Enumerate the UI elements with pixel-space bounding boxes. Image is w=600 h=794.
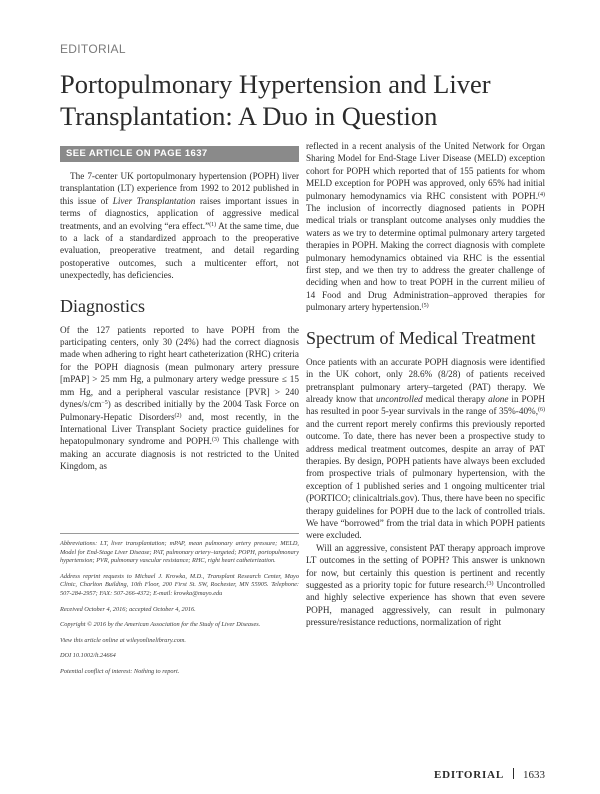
left-column [60, 170, 299, 473]
ref-3b[interactable]: (3) [486, 581, 494, 587]
continued-paragraph: reflected in a recent analysis of the United Network for Organ Sharing Model for End-Stage Liver Disease (MELD) exception cohort for POPH which reported that of 155 patients for whom MELD exception for POPH was approved, only 65% had initial pulmonary hemodynamics via RHC consistent with POPH.$^{(4)}$ The inclusion of incorrectly diagnosed patients in POPH medical trials or transplant outcome analyses only muddies the waters as we try to determine optimal pulmonary artery targeted therapies in POPH. Making the correct diagnosis with complete pulmonary hemodynamics obtained via RHC is the essential first step, and we then try to address the greater challenge of deciding when and how to treat POPH in the current milieu of 14 Food and Drug Administration–approved therapies for pulmonary artery hypertension.$^{(5)}$ [306, 141, 545, 313]
page-number: 1633 [523, 769, 545, 781]
ref-1[interactable]: (1) [209, 221, 217, 228]
spectrum-paragraph-2: Will an aggressive, consistent PAT therapy approach improve LT outcomes in the setting of POPH? This answer is unknown for now, but certainly this question is pertinent and recently suggested as a priority topic for future research.$^{(3)}$ Uncontrolled and highly selective experience has shown that even severe POPH, managed aggressively, can result in pulmonary pressure/resistance reductions, normalization of right [306, 542, 545, 628]
diagnostics-paragraph: Of the 127 patients reported to have POPH from the participating centers, only 30 (24%) had the correct diagnosis made when adhering to right heart catheterization (RHC) criteria for the POPH diagnosis (mean pulmonary artery pressure [mPAP] > 25 mm Hg, a pulmonary artery wedge pressure ≤ 15 mm Hg, and a peripheral vascular resistance [PVR] > 240 dynes/$s/cm^{-5}$) as described initially by the 2004 Task Force on Pulmonary-Hepatic Disorders$^{(2)}$ and, most recently, in the International Liver Transplant Society practice guidelines for hepatopulmonary syndrome and POPH.$^{(3)}$ This challenge with making an accurate diagnosis is not restricted to the United Kingdom, as [60, 324, 299, 472]
spectrum-heading: Spectrum of Medical Treatment [306, 327, 536, 348]
ref-5[interactable]: (5) [421, 303, 429, 310]
page-footer [306, 768, 545, 782]
diagnostics-heading: Diagnostics [60, 295, 145, 316]
article-title: Portopulmonary Hypertension and Liver Transplantation: A Duo in Question [60, 69, 491, 131]
section-label: EDITORIAL [60, 42, 126, 56]
address-note: Address reprint requests to Michael J. Krowka, M.D., Transplant Research Center, Mayo Clinic, Charlton Building, 10th Floor, 200 First St. SW, Rochester, MN 55905. Telephone: 507-284-2957; FAX: 507-266-4372; E-mail: krowka@mayo.edu [60, 572, 299, 597]
intro-paragraph: The 7-center UK portopulmonary hypertension (POPH) liver transplantation (LT) experience from 1992 to 2012 published in this issue of Liver Transplantation raises important issues in terms of diagnostics, application of aggressive medical treatments, and an evolving “era effect.”$^{(1)}$ At the same time, due to a lack of a standardized approach to the preoperative evaluation, preoperative treatment, and detail regarding postoperative outcomes, such a multicenter effort, not unexpectedly, has deficiencies. [60, 171, 299, 281]
ref-4[interactable]: (4) [538, 191, 545, 198]
journal-name: Liver Transplantation [112, 195, 196, 206]
doi-note[interactable]: DOI 10.1002/lt.24664 [60, 652, 116, 660]
ref-3[interactable]: (3) [211, 437, 219, 444]
right-column [306, 140, 545, 629]
footnote-divider [60, 533, 299, 534]
received-note: Received October 4, 2016; accepted October 4, 2016. [60, 605, 196, 613]
footer-separator [513, 768, 514, 779]
spectrum-paragraph-1: Once patients with an accurate POPH diagnosis were identified in the UK cohort, only 28.6% (8/28) of patients received pretransplant pulmonary artery–targeted (PAT) therapy. We already know that uncontrolled medical therapy alone in POPH has resulted in poor 5-year survivals in the range of 35%-40%,$^{(6)}$ and the current report merely confirms this previously reported outcome. To date, there has never been a prospective study to address medical treatment outcomes, despite an array of PAT therapies. By design, POPH patients have always been excluded from prospective trials of pulmonary hypertension, with the exception of 1 published series and 1 ongoing multicenter trial (PORTICO; clinicaltrials.gov). Thus, there have been no specific therapy guidelines for POPH due to the lack of controlled trials. We have “borrowed” from the trial data in which POPH patients were excluded. [306, 356, 545, 541]
footer-section-label: EDITORIAL [434, 769, 504, 781]
see-article-banner[interactable]: SEE ARTICLE ON PAGE 1637 [60, 146, 299, 162]
ref-6[interactable]: (6) [538, 407, 545, 414]
abbreviations-note: Abbreviations: LT, liver transplantation; mPAP, mean pulmonary artery pressure; MELD, Model for End-Stage Liver Disease; PAT, pulmonary artery–targeted; POPH, portopulmonary hypertension; PVR, pulmonary vascular resistance; RHC, right heart catheterization. [60, 540, 299, 565]
copyright-note: Copyright © 2016 by the American Association for the Study of Liver Diseases. [60, 621, 261, 629]
ref-2[interactable]: (2) [174, 412, 182, 419]
online-note[interactable]: View this article online at wileyonlinelibrary.com. [60, 636, 186, 644]
conflict-note: Potential conflict of interest: Nothing to report. [60, 667, 180, 675]
footnotes [60, 540, 299, 684]
